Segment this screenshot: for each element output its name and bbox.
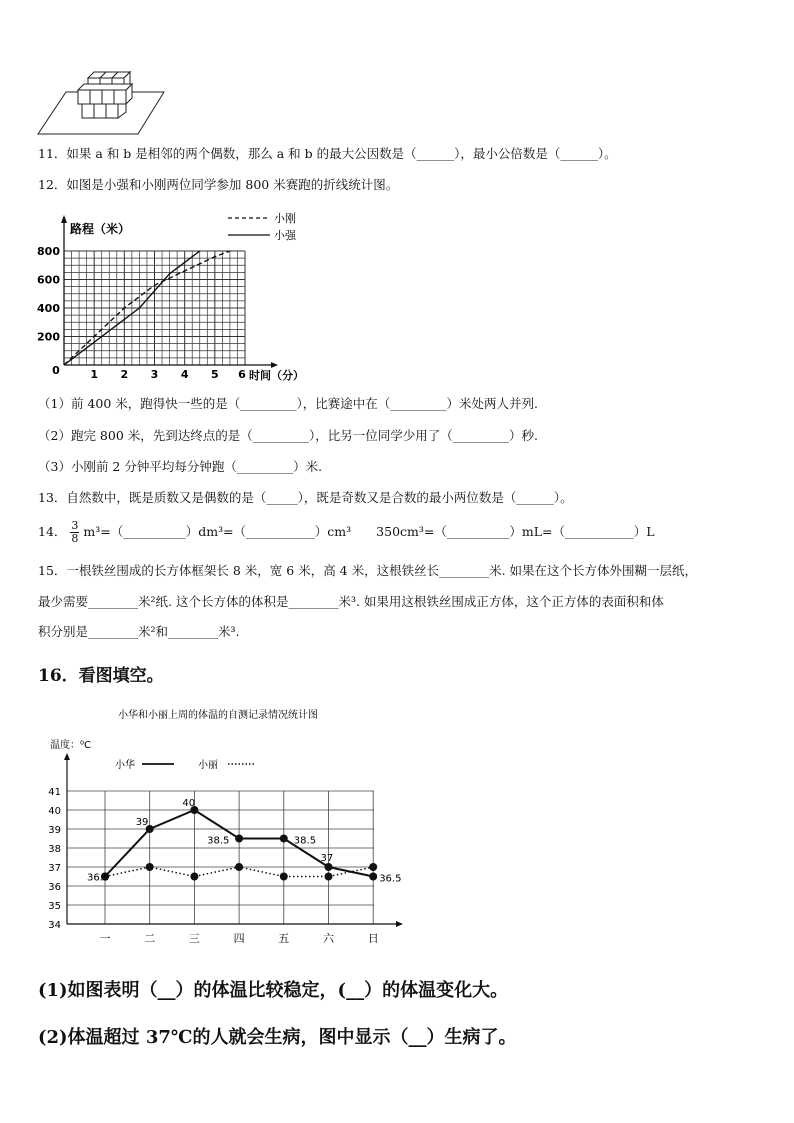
y-tick-label: 34 <box>48 920 61 931</box>
question-12-part-1: （1）前 400 米，跑得快一些的是（_________），比赛途中在（_________）米处两人并列. <box>38 396 538 411</box>
data-point-xiaoli <box>369 863 377 871</box>
x-tick-label: 3 <box>150 368 159 381</box>
temperature-line-chart <box>38 702 402 952</box>
x-axis-arrow <box>396 921 403 927</box>
question-13: 13．自然数中，既是质数又是偶数的是（_____），既是奇数又是合数的最小两位数是（______）。 <box>38 490 573 505</box>
y-tick-label: 39 <box>48 825 61 836</box>
y-axis-arrow <box>64 753 70 760</box>
x-axis-title: 时间（分） <box>249 369 304 382</box>
fraction-numerator: 3 <box>71 519 79 532</box>
question-14-rest: m³=（__________）dm³=（___________）cm³ 350cm³=（__________）mL=（___________）L <box>83 524 655 539</box>
question-14 <box>38 520 655 545</box>
race-line-chart <box>38 205 338 385</box>
question-16-title: 16．看图填空。 <box>38 666 164 686</box>
question-14-number: 14． <box>38 524 67 539</box>
x-tick-label: 三 <box>188 932 200 945</box>
y-tick-label: 37 <box>48 863 61 874</box>
data-label: 37 <box>320 853 334 864</box>
legend-label-xiaogang: 小刚 <box>274 212 296 225</box>
data-point-xiaoli <box>235 863 243 871</box>
y-axis-title: 路程（米） <box>70 222 131 236</box>
question-12-part-3: （3）小刚前 2 分钟平均每分钟跑（_________）米. <box>38 459 323 474</box>
question-15-line-1: 15．一根铁丝围成的长方体框架长 8 米，宽 6 米，高 4 米，这根铁丝长________米. 如果在这个长方体外围糊一层纸， <box>38 563 698 578</box>
x-axis-arrow <box>271 362 278 368</box>
cube-stack-figure <box>36 70 166 136</box>
x-tick-label: 4 <box>180 368 189 381</box>
data-label: 38.5 <box>293 835 317 847</box>
question-15-line-2: 最少需要________米²纸. 这个长方体的体积是________米³. 如果用这根铁丝围成正方体，这个正方体的表面积和体 <box>38 594 664 609</box>
data-point-xiaoli <box>190 873 198 881</box>
question-15-line-3: 积分别是________米²和________米³. <box>38 624 240 639</box>
data-point-xiaoli <box>146 863 154 871</box>
data-label: 40 <box>182 798 196 809</box>
origin-label: 0 <box>52 364 60 377</box>
x-tick-label: 日 <box>367 932 379 945</box>
fraction-denominator: 8 <box>71 532 79 545</box>
data-point-xiaohua <box>325 863 333 871</box>
data-point-xiaoli <box>280 873 288 881</box>
data-label: 36.5 <box>87 872 110 884</box>
y-axis-arrow <box>61 215 67 223</box>
x-tick-label: 一 <box>99 932 111 945</box>
x-tick-label: 二 <box>144 932 156 945</box>
legend-label-xiaoli: 小丽 <box>198 760 218 771</box>
data-label: 38.5 <box>207 835 230 847</box>
data-point-xiaohua <box>235 835 243 843</box>
x-tick-label: 1 <box>90 368 98 381</box>
x-tick-label: 四 <box>233 932 245 945</box>
data-point-xiaoli <box>325 873 333 881</box>
fraction-three-eighths <box>70 520 79 545</box>
data-point-xiaohua <box>369 873 377 881</box>
y-tick-label: 600 <box>37 273 60 287</box>
y-tick-label: 38 <box>48 844 61 855</box>
data-label: 39 <box>135 817 149 828</box>
question-12-part-2: （2）跑完 800 米，先到达终点的是（_________），比另一位同学少用了（_________）秒. <box>38 428 538 443</box>
data-point-xiaohua <box>280 835 288 843</box>
y-tick-label: 40 <box>48 806 61 817</box>
legend-label-xiaoqiang: 小强 <box>274 229 296 242</box>
y-tick-label: 200 <box>37 330 60 344</box>
data-label: 36.5 <box>379 873 402 885</box>
y-tick-label: 41 <box>48 787 61 798</box>
x-tick-label: 6 <box>238 368 246 381</box>
x-tick-label: 五 <box>278 932 290 945</box>
y-tick-label: 35 <box>48 901 61 912</box>
x-tick-label: 六 <box>323 932 334 945</box>
y-axis-title: 温度：⁰C <box>50 740 91 751</box>
question-16-part-1: (1)如图表明（__）的体温比较稳定，(__）的体温变化大。 <box>38 980 509 1001</box>
question-12: 12．如图是小强和小刚两位同学参加 800 米赛跑的折线统计图。 <box>38 177 399 192</box>
x-tick-label: 5 <box>211 368 219 381</box>
chart-title: 小华和小丽上周的体温的自测记录情况统计图 <box>118 710 318 721</box>
question-11: 11．如果 a 和 b 是相邻的两个偶数，那么 a 和 b 的最大公因数是（______），最小公倍数是（______）。 <box>38 146 617 161</box>
legend-label-xiaohua: 小华 <box>115 760 135 771</box>
x-tick-label: 2 <box>120 368 129 381</box>
y-tick-label: 36 <box>48 882 61 893</box>
y-tick-label: 800 <box>37 245 60 258</box>
y-tick-label: 400 <box>37 302 60 315</box>
question-16-part-2: (2)体温超过 37℃的人就会生病，图中显示（__）生病了。 <box>38 1027 517 1048</box>
